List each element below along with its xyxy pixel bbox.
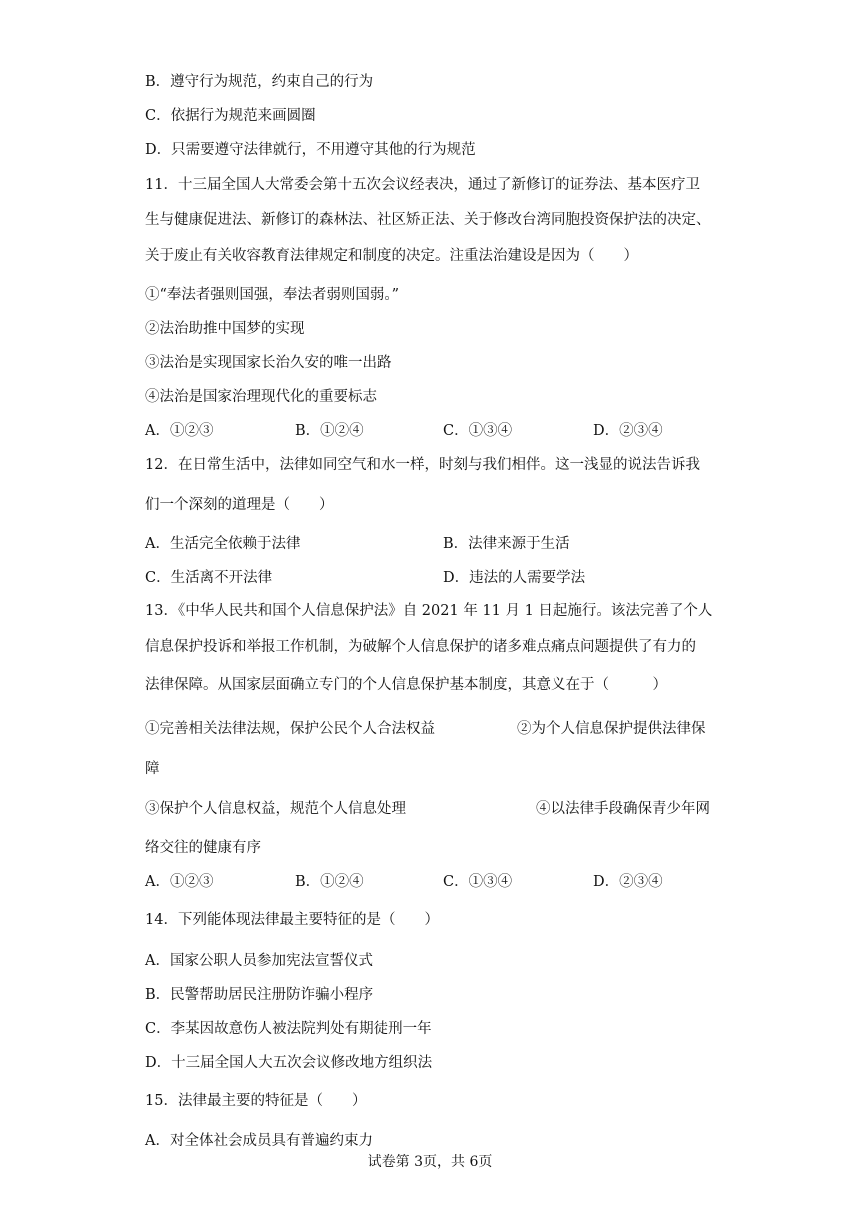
q11-option-c: C．①③④ — [443, 423, 513, 439]
q15-option-a: A．对全体社会成员具有普遍约束力 — [145, 1133, 373, 1149]
q11-option-b: B．①②④ — [295, 423, 364, 439]
q13-option-b: B．①②④ — [295, 874, 364, 890]
q13-stem-line-1: 13．《中华人民共和国个人信息保护法》自 2021 年 11 月 1 日起施行。该法完善了个人 — [145, 603, 713, 619]
q10-option-d: D．只需要遵守法律就行，不用遵守其他的行为规范 — [145, 142, 476, 158]
q11-stem-line-1: 11．十三届全国人大常委会第十五次会议经表决，通过了新修订的证券法、基本医疗卫 — [145, 177, 700, 193]
q12-option-d: D．违法的人需要学法 — [443, 570, 586, 586]
q13-option-c: C．①③④ — [443, 874, 513, 890]
q11-statement-2: ②法治助推中国梦的实现 — [145, 321, 305, 337]
q13-option-d: D．②③④ — [593, 874, 663, 890]
q13-statement-1: ①完善相关法律法规，保护公民个人合法权益 — [145, 721, 435, 737]
q11-stem-line-2: 生与健康促进法、新修订的森林法、社区矫正法、关于修改台湾同胞投资保护法的决定、 — [145, 212, 711, 228]
q14-option-c: C．李某因故意伤人被法院判处有期徒刑一年 — [145, 1021, 432, 1037]
q12-option-c: C．生活离不开法律 — [145, 570, 273, 586]
q13-stem-line-2: 信息保护投诉和举报工作机制，为破解个人信息保护的诸多难点痛点问题提供了有力的 — [145, 639, 696, 655]
q13-option-a: A．①②③ — [145, 874, 214, 890]
q11-statement-4: ④法治是国家治理现代化的重要标志 — [145, 389, 377, 405]
q14-option-b: B．民警帮助居民注册防诈骗小程序 — [145, 987, 374, 1003]
q12-options-row-1 — [145, 534, 705, 554]
q11-stem-line-3: 关于废止有关收容教育法律规定和制度的决定。注重法治建设是因为（ ） — [145, 248, 638, 264]
q14-stem: 14．下列能体现法律最主要特征的是（ ） — [145, 912, 439, 928]
q11-options — [145, 421, 745, 441]
q12-stem-line-1: 12．在日常生活中，法律如同空气和水一样，时刻与我们相伴。这一浅显的说法告诉我 — [145, 457, 700, 473]
q11-statement-1: ①“奉法者强则国强，奉法者弱则国弱。” — [145, 287, 400, 303]
q11-option-d: D．②③④ — [593, 423, 663, 439]
q12-options-row-2 — [145, 568, 705, 588]
q14-option-a: A．国家公职人员参加宪法宣誓仪式 — [145, 953, 373, 969]
q13-options — [145, 872, 745, 892]
q13-stem-line-3: 法律保障。从国家层面确立专门的个人信息保护基本制度，其意义在于（ ） — [145, 677, 667, 693]
q12-option-b: B．法律来源于生活 — [443, 536, 570, 552]
q12-option-a: A．生活完全依赖于法律 — [145, 536, 301, 552]
q13-statement-3: ③保护个人信息权益，规范个人信息处理 — [145, 801, 406, 817]
page-footer: 试卷第 3页，共 6页 — [367, 1154, 493, 1170]
q10-option-b: B．遵守行为规范，约束自己的行为 — [145, 74, 374, 90]
q12-stem-line-2: 们一个深刻的道理是（ ） — [145, 497, 334, 513]
q10-option-c: C．依据行为规范来画圆圈 — [145, 108, 316, 124]
q11-statement-3: ③法治是实现国家长治久安的唯一出路 — [145, 355, 392, 371]
q13-statement-2: ②为个人信息保护提供法律保 — [517, 721, 706, 737]
q15-stem: 15．法律最主要的特征是（ ） — [145, 1093, 367, 1109]
q13-statement-2-cont: 障 — [145, 761, 160, 777]
q13-statement-4: ④以法律手段确保青少年网 — [536, 801, 710, 817]
q13-statement-4-cont: 络交往的健康有序 — [145, 840, 261, 856]
q11-option-a: A．①②③ — [145, 423, 214, 439]
q14-option-d: D．十三届全国人大五次会议修改地方组织法 — [145, 1055, 433, 1071]
